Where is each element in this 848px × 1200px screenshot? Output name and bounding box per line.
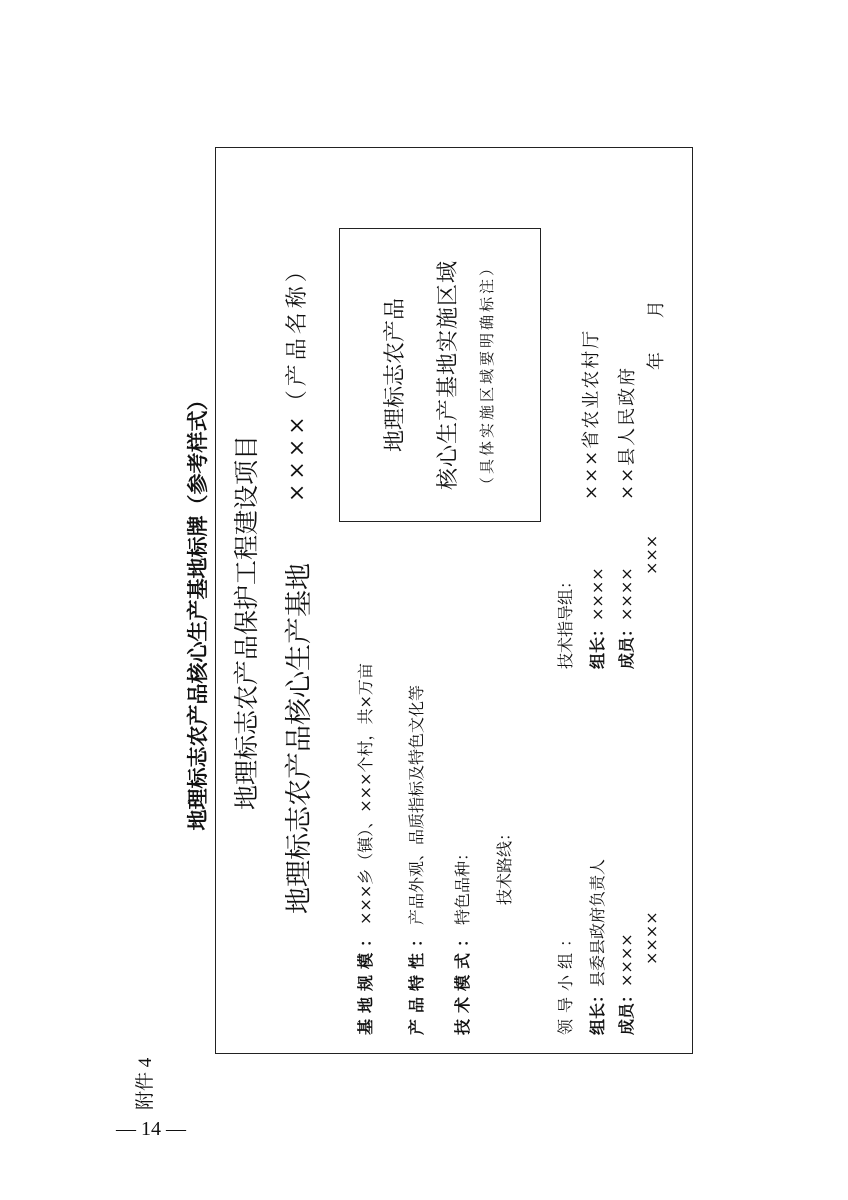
tech-group-members — [614, 567, 637, 669]
tech-group-leader — [585, 567, 608, 669]
feature-label: 产品特性： — [407, 924, 426, 1035]
tech-members-label: 成员： — [617, 620, 636, 669]
region-note: （具体实施区域要明确标注） — [478, 258, 496, 493]
issuer-county-government: ××县人民政府 — [617, 365, 638, 500]
leading-group-leader — [585, 859, 608, 1035]
tech-leader-value: ×××× — [588, 567, 607, 621]
tech-variety-label: 特色品种： — [453, 844, 472, 925]
document-heading: 地理标志农产品核心生产基地标牌（参考样式） — [186, 389, 210, 831]
region-line-1: 地理标志农产品 — [383, 298, 408, 453]
leading-group-title: 领导小组： — [556, 924, 575, 1035]
tech-route-label: 技术路线： — [495, 824, 514, 905]
base-title: 地理标志农产品核心生产基地 — [284, 563, 315, 914]
project-title: 地理标志农产品保护工程建设项目 — [232, 434, 261, 810]
scale-value: ×××乡（镇）、×××个村，共×万亩 — [356, 663, 375, 925]
leading-members-1: ×××× — [617, 933, 636, 987]
tech-mode-label: 技术模式： — [453, 924, 472, 1035]
leading-leader-value: 县委县政府负责人 — [588, 858, 607, 987]
rotated-page-content — [130, 110, 690, 1110]
tech-group-title: 技术指导组： — [556, 572, 575, 669]
implementation-region-box — [339, 228, 541, 522]
leading-group-members — [614, 933, 637, 1035]
issuer-provincial-dept: ×××省农业农村厅 — [581, 328, 602, 500]
leading-members-2: ×××× — [642, 911, 661, 965]
product-name: ××××（产品名称） — [285, 256, 310, 502]
region-line-2: 核心生产基地实施区域 — [436, 260, 461, 491]
tech-leader-label: 组长： — [588, 620, 607, 669]
info-scale — [353, 663, 376, 1035]
info-tech-mode — [450, 845, 473, 1035]
tech-members-2: ××× — [642, 534, 661, 575]
leading-members-label: 成员： — [617, 986, 636, 1035]
leading-leader-label: 组长： — [588, 986, 607, 1035]
issue-date: 年 月 — [646, 286, 667, 370]
scale-label: 基地规模： — [356, 924, 375, 1035]
attachment-label: 附件 4 — [135, 1057, 156, 1110]
tech-members-1: ×××× — [617, 567, 636, 621]
info-feature — [404, 685, 427, 1035]
page-number: — 14 — — [116, 1118, 186, 1140]
feature-value: 产品外观、品质指标及特色文化等 — [407, 684, 426, 925]
